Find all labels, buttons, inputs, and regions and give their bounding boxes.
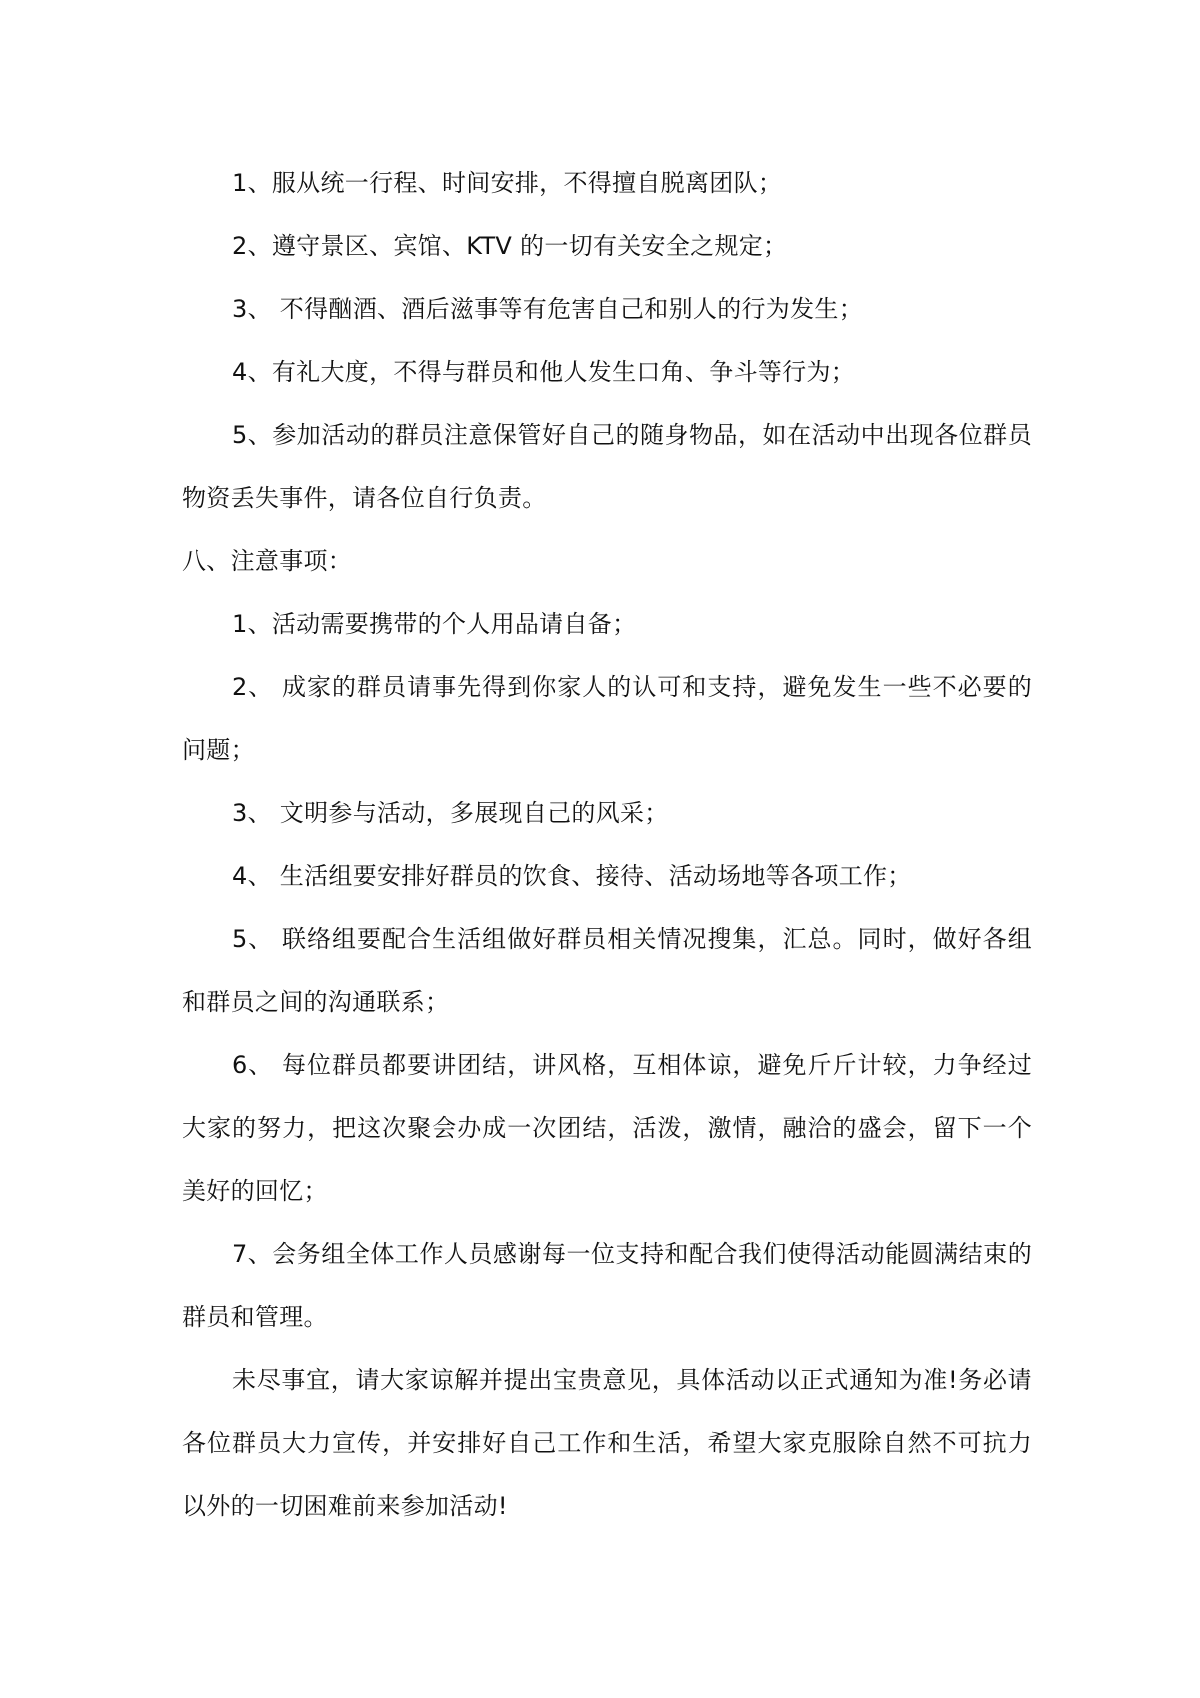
note-item-7: 7、会务组全体工作人员感谢每一位支持和配合我们使得活动能圆满结束的群员和管理。 [182,1240,1032,1331]
note-item-1: 1、活动需要携带的个人用品请自备； [232,610,637,638]
rule-item-5: 5、参加活动的群员注意保管好自己的随身物品，如在活动中出现各位群员物资丢失事件，请各位自行负责。 [182,421,1032,512]
rule-item-2: 2、遵守景区、宾馆、KTV 的一切有关安全之规定； [232,232,788,260]
note-item-4: 4、 生活组要安排好群员的饮食、接待、活动场地等各项工作； [232,862,912,890]
rule-item-4: 4、有礼大度，不得与群员和他人发生口角、争斗等行为； [232,358,856,386]
note-item-6: 6、 每位群员都要讲团结，讲风格，互相体谅，避免斤斤计较，力争经过大家的努力，把这次聚会办成一次团结，活泼，激情，融洽的盛会，留下一个美好的回忆； [182,1051,1032,1205]
note-item-2: 2、 成家的群员请事先得到你家人的认可和支持，避免发生一些不必要的问题； [182,673,1032,764]
closing-paragraph: 未尽事宜，请大家谅解并提出宝贵意见，具体活动以正式通知为准!务必请各位群员大力宣传，并安排好自己工作和生活，希望大家克服除自然不可抗力以外的一切困难前来参加活动! [182,1366,1032,1520]
note-item-3: 3、 文明参与活动，多展现自己的风采； [232,799,669,827]
note-item-5: 5、 联络组要配合生活组做好群员相关情况搜集，汇总。同时，做好各组和群员之间的沟通联系； [182,925,1032,1016]
rule-item-1: 1、服从统一行程、时间安排，不得擅自脱离团队； [232,169,783,197]
rule-item-3: 3、 不得酗酒、酒后滋事等有危害自己和别人的行为发生； [232,295,863,323]
document-body [182,152,1032,1538]
section-heading-notes: 八、注意事项： [182,547,353,575]
